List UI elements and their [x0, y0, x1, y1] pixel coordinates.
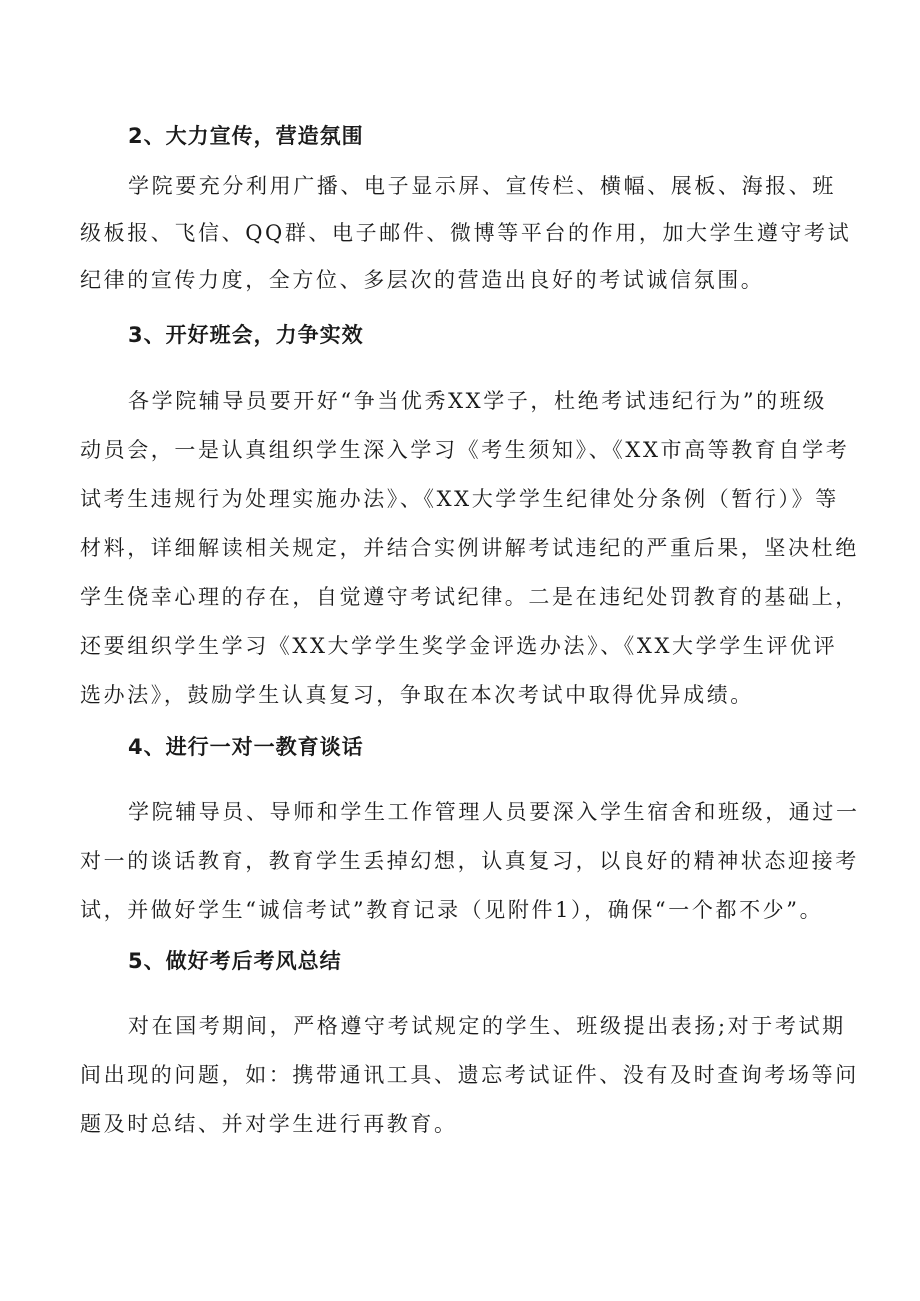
paragraph-line: 试考生违规行为处理实施办法》、《XX大学学生纪律处分条例（暂行）》等 [80, 487, 839, 511]
paragraph-line: 对在国考期间，严格遵守考试规定的学生、班级提出表扬;对于考试期 [128, 1014, 846, 1038]
paragraph-line: 级板报、飞信、QQ群、电子邮件、微博等平台的作用，加大学生遵守考试 [80, 221, 852, 245]
paragraph-line: 试，并做好学生“诚信考试”教育记录（见附件1），确保“一个都不少”。 [80, 898, 824, 922]
section-heading-2: 2、大力宣传，营造氛围 [128, 124, 364, 148]
paragraph-line: 学院辅导员、导师和学生工作管理人员要深入学生宿舍和班级，通过一 [128, 800, 860, 824]
paragraph-line: 纪律的宣传力度，全方位、多层次的营造出良好的考试诚信氛围。 [80, 268, 765, 292]
paragraph-line: 对一的谈话教育，教育学生丢掉幻想，认真复习，以良好的精神状态迎接考 [80, 849, 859, 873]
section-heading-5: 5、做好考后考风总结 [128, 949, 342, 973]
section-heading-4: 4、进行一对一教育谈话 [128, 735, 364, 759]
paragraph-line: 各学院辅导员要开好“争当优秀XX学子，杜绝考试违纪行为”的班级 [128, 389, 827, 413]
paragraph-line: 学生侥幸心理的存在，自觉遵守考试纪律。二是在违纪处罚教育的基础上， [80, 585, 859, 609]
section-heading-3: 3、开好班会，力争实效 [128, 323, 364, 347]
paragraph-line: 选办法》，鼓励学生认真复习，争取在本次考试中取得优异成绩。 [80, 683, 754, 707]
paragraph-line: 题及时总结、并对学生进行再教育。 [80, 1112, 458, 1136]
paragraph-line: 学院要充分利用广播、电子显示屏、宣传栏、横幅、展板、海报、班 [128, 174, 836, 198]
paragraph-line: 动员会，一是认真组织学生深入学习《考生须知》、《XX市高等教育自学考 [80, 438, 850, 462]
paragraph-line: 间出现的问题，如：携带通讯工具、遗忘考试证件、没有及时查询考场等问 [80, 1063, 859, 1087]
paragraph-line: 材料，详细解读相关规定，并结合实例讲解考试违纪的严重后果，坚决杜绝 [80, 536, 859, 560]
paragraph-line: 还要组织学生学习《XX大学学生奖学金评选办法》、《XX大学学生评优评 [80, 634, 838, 658]
